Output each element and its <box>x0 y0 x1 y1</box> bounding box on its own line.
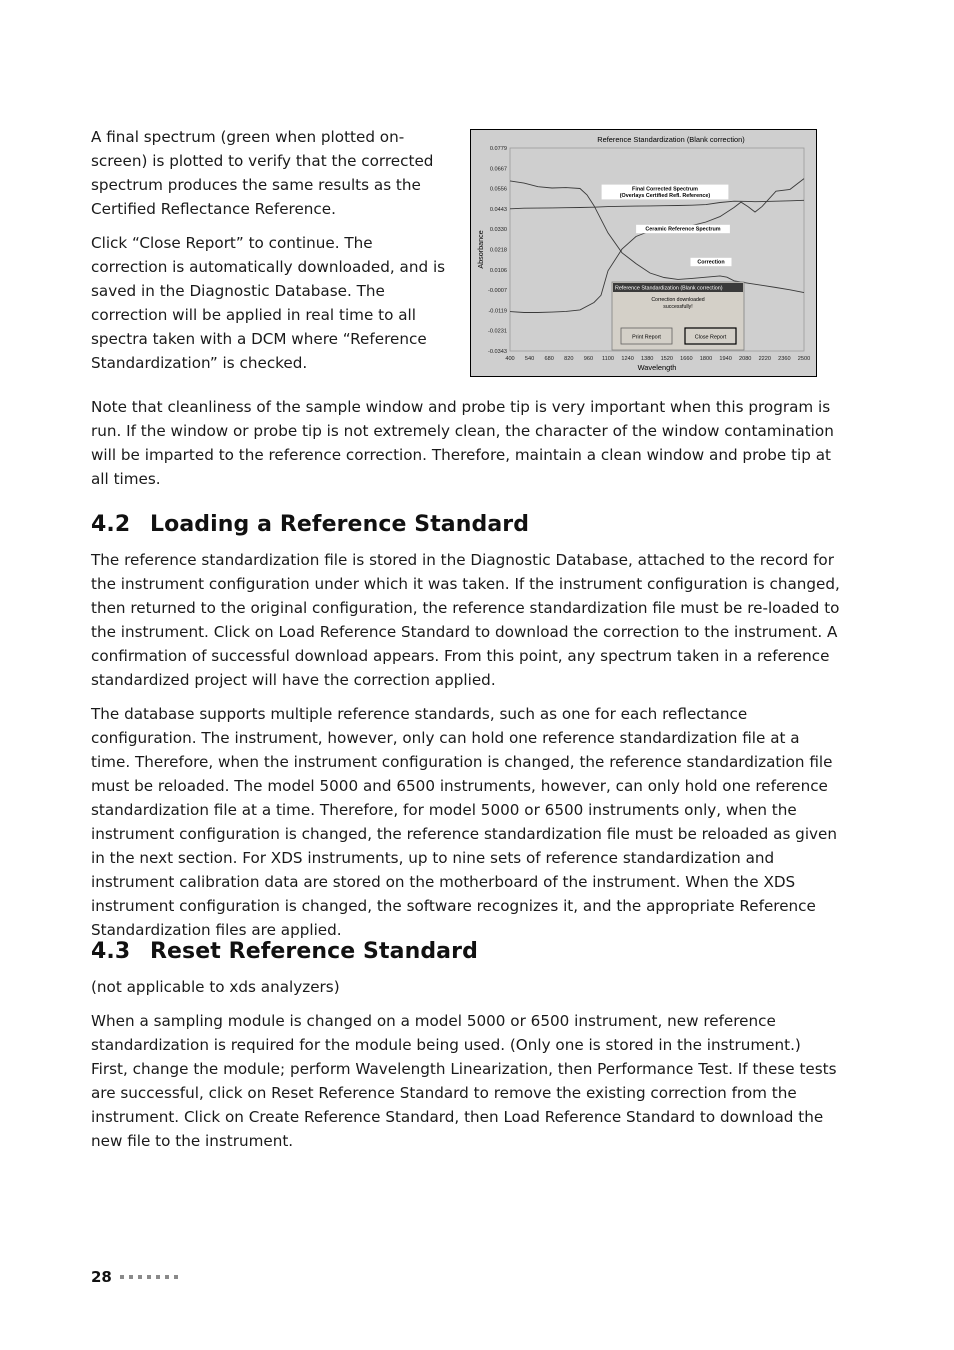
section-4-3-number: 4.3 <box>91 939 131 964</box>
final-corrected-annotation-text: (Overlays Certified Refl. Reference) <box>619 192 711 199</box>
x-tick-label: 1940 <box>719 356 732 362</box>
page-footer <box>91 1268 178 1286</box>
section-4-3-heading <box>91 939 478 964</box>
section-4-3-title: Reset Reference Standard <box>150 939 478 964</box>
x-tick-label: 680 <box>544 356 554 362</box>
x-tick-label: 1520 <box>660 356 674 362</box>
section-4-2-paragraph-2: The database supports multiple reference standards, such as one for each reflectance configuration. The instrument, however, only can hold one reference standardization file at a time. Therefore, when the instrument configuration is changed, the reference standardization file must be reloaded. The model 5000 and 6500 instruments, however, can only hold one reference standardization file at a time. Therefore, for model 5000 or 6500 instruments only, when the instrument configuration is changed, the reference standardization file must be reloaded as given in the next section. For XDS instruments, up to nine sets of reference standardization and instrument calibration data are stored on the motherboard of the instrument. When the XDS instrument configuration is changed, the software recognizes it, and the appropriate Reference Standardization files are applied. <box>91 705 838 939</box>
y-tick-label: 0.0779 <box>489 146 507 152</box>
section-4-2-heading <box>91 512 529 537</box>
y-tick-label: 0.0667 <box>489 166 507 173</box>
x-tick-label: 400 <box>505 356 515 362</box>
x-tick-label: 820 <box>564 356 574 362</box>
x-tick-label: 1380 <box>640 356 654 362</box>
y-tick-label: -0.0007 <box>488 288 507 295</box>
x-tick-label: 2360 <box>778 356 791 362</box>
section-4-3-paragraph-1: When a sampling module is changed on a model 5000 or 6500 instrument, new reference standardization is required for the module being used. (Only one is stored in the instrument.) First, change the module; perform Wavelength Linearization, then Performance Test. If these tests are successful, click on Reset Reference Standard to remove the existing correction from the instrument. Click on Create Reference Standard, then Load Reference Standard to download the new file to the instrument. <box>91 1012 837 1150</box>
y-tick-label: -0.0119 <box>488 308 507 315</box>
close-report-button-label: Close Report <box>694 334 727 341</box>
x-axis-label: Wavelength <box>637 363 677 372</box>
x-tick-label: 960 <box>583 356 594 362</box>
report-dialog-message-2: successfully! <box>663 304 693 310</box>
chart-title: Reference Standardization (Blank correction) <box>597 135 745 144</box>
page-number: 28 <box>91 1268 112 1286</box>
y-tick-label: 0.0556 <box>489 186 507 193</box>
print-report-button-label: Print Report <box>632 334 661 341</box>
intro-paragraph-2: Click “Close Report” to continue. The correction is automatically downloaded, and is saved in the Diagnostic Database. The correction will be applied in real time to all spectra taken with a DCM where “Reference Standardization” is checked. <box>91 234 446 372</box>
x-tick-label: 1660 <box>680 356 693 362</box>
x-tick-label: 1800 <box>699 356 713 362</box>
intro-text <box>91 125 453 375</box>
chart-svg <box>471 130 816 376</box>
x-tick-label: 1100 <box>601 356 615 362</box>
footer-dots <box>120 1275 178 1279</box>
y-tick-label: 0.0330 <box>489 227 507 234</box>
section-4-3-body <box>91 975 841 1153</box>
report-dialog-message-1: Correction downloaded <box>651 297 705 303</box>
section-4-2-title: Loading a Reference Standard <box>150 512 530 537</box>
section-4-3-subtitle: (not applicable to xds analyzers) <box>91 978 340 996</box>
reference-standardization-figure <box>470 129 817 377</box>
y-tick-label: -0.0343 <box>488 349 507 355</box>
section-4-2-number: 4.2 <box>91 512 131 537</box>
section-4-2-body <box>91 548 841 942</box>
y-axis-label: Absorbance <box>476 230 485 269</box>
x-tick-label: 540 <box>524 356 535 362</box>
y-tick-label: 0.0443 <box>489 206 507 213</box>
x-tick-label: 1240 <box>621 356 634 362</box>
report-dialog-title: Reference Standardization (Blank correction) <box>615 285 723 292</box>
note-paragraph: Note that cleanliness of the sample window and probe tip is very important when this program is run. If the window or probe tip is not extremely clean, the character of the window contamination will be imparted to the reference correction. Therefore, maintain a clean window and probe tip at all times. <box>91 398 834 488</box>
final-corrected-annotation-text: Final Corrected Spectrum <box>632 186 698 193</box>
y-tick-label: -0.0231 <box>488 328 507 335</box>
y-tick-label: 0.0218 <box>489 247 507 254</box>
ceramic-reference-annotation-text: Ceramic Reference Spectrum <box>645 226 721 233</box>
y-tick-label: 0.0106 <box>489 267 507 274</box>
note-paragraph-block <box>91 395 841 491</box>
intro-paragraph-1: A final spectrum (green when plotted on-screen) is plotted to verify that the corrected spectrum produces the same results as the Certified Reflectance Reference. <box>91 128 434 218</box>
x-tick-label: 2220 <box>758 356 772 362</box>
correction-annotation-text: Correction <box>697 259 725 266</box>
x-tick-label: 2500 <box>797 356 811 362</box>
x-tick-label: 2080 <box>738 356 752 362</box>
section-4-2-paragraph-1: The reference standardization file is stored in the Diagnostic Database, attached to the record for the instrument configuration under which it was taken. If the instrument configuration is changed, then returned to the original configuration, the reference standardization file must be re-loaded to the instrument. Click on Load Reference Standard to download the correction to the instrument. A confirmation of successful download appears. From this point, any spectrum taken in a reference standardized project will have the correction applied. <box>91 551 840 689</box>
